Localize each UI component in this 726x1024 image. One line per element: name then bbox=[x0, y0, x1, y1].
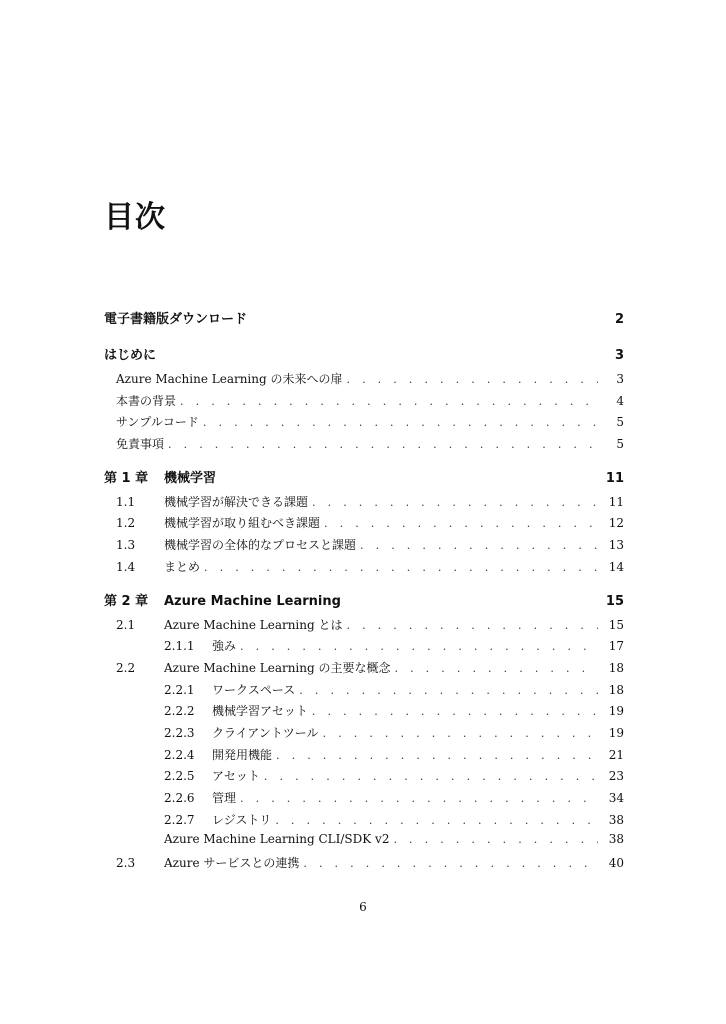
dot-leader bbox=[347, 619, 599, 632]
toc-page-number: 23 bbox=[608, 769, 624, 784]
page-title: 目次 bbox=[104, 200, 166, 235]
toc-page-number: 11 bbox=[608, 494, 624, 509]
section-number: 1.3 bbox=[116, 538, 136, 553]
toc-page-number: 5 bbox=[616, 415, 624, 430]
section-number: 2.2.6 bbox=[164, 791, 195, 805]
toc-page-number: 17 bbox=[608, 639, 624, 654]
table-of-contents bbox=[104, 308, 624, 876]
dot-leader bbox=[275, 814, 598, 827]
dot-leader bbox=[324, 517, 598, 530]
toc-entry-download[interactable] bbox=[104, 308, 624, 334]
toc-entry[interactable] bbox=[104, 435, 624, 457]
toc-entry-title: ワークスペース bbox=[212, 682, 296, 697]
toc-entry-title: アセット bbox=[212, 769, 260, 784]
dot-leader bbox=[168, 438, 598, 451]
toc-page-number: 38 bbox=[608, 812, 624, 827]
dot-leader bbox=[303, 857, 598, 870]
toc-entry-title: 機械学習 bbox=[164, 470, 217, 486]
toc-page-number: 34 bbox=[608, 791, 624, 805]
section-number: 2.2.5 bbox=[164, 769, 195, 784]
toc-entry-title: Azure Machine Learning の未来への扉 bbox=[116, 372, 343, 386]
toc-entry[interactable] bbox=[104, 493, 624, 515]
dot-leader bbox=[347, 373, 599, 386]
dot-leader bbox=[264, 770, 598, 783]
section-number: 1.4 bbox=[116, 559, 136, 574]
section-number: 2.2.7 bbox=[164, 812, 195, 827]
toc-entry[interactable] bbox=[104, 514, 624, 536]
section-number: 2.2.4 bbox=[164, 747, 195, 762]
toc-entry-title: Azure Machine Learning bbox=[164, 593, 341, 609]
toc-entry-title: 電子書籍版ダウンロード bbox=[104, 312, 248, 327]
toc-entry[interactable] bbox=[104, 558, 624, 580]
toc-entry[interactable] bbox=[104, 413, 624, 435]
toc-entry[interactable] bbox=[104, 811, 624, 833]
section-number: 2.2.2 bbox=[164, 704, 195, 719]
dot-leader bbox=[203, 416, 598, 429]
toc-page-number: 3 bbox=[616, 372, 624, 386]
dot-leader bbox=[204, 561, 598, 574]
section-number: 2.1 bbox=[116, 617, 136, 632]
toc-entry[interactable] bbox=[104, 681, 624, 703]
toc-page-number: 11 bbox=[605, 470, 624, 486]
toc-entry-title: サンプルコード bbox=[116, 415, 199, 430]
toc-entry-title: はじめに bbox=[104, 348, 157, 363]
toc-entry[interactable] bbox=[104, 536, 624, 558]
dot-leader bbox=[299, 684, 598, 697]
toc-entry[interactable] bbox=[104, 616, 624, 638]
toc-page-number: 18 bbox=[608, 682, 624, 697]
toc-page-number: 3 bbox=[614, 348, 624, 363]
toc-page-number: 14 bbox=[608, 559, 624, 574]
toc-entry-title: 機械学習アセット bbox=[212, 704, 308, 719]
toc-entry-title: Azure サービスとの連携 bbox=[164, 856, 300, 871]
toc-entry[interactable] bbox=[104, 702, 624, 724]
toc-entry-title: まとめ bbox=[164, 559, 201, 574]
dot-leader bbox=[312, 705, 598, 718]
dot-leader bbox=[360, 539, 598, 552]
toc-entry-title: レジストリ bbox=[212, 812, 272, 827]
toc-entry-title: 管理 bbox=[212, 791, 237, 805]
toc-entry[interactable] bbox=[104, 789, 624, 811]
toc-entry[interactable] bbox=[104, 637, 624, 659]
dot-leader bbox=[240, 792, 598, 805]
toc-page-number: 5 bbox=[616, 437, 624, 452]
toc-page-number: 19 bbox=[608, 704, 624, 719]
chapter-number: 第 2 章 bbox=[104, 593, 149, 609]
toc-entry[interactable] bbox=[104, 854, 624, 876]
toc-page-number: 19 bbox=[608, 725, 624, 740]
toc-page-number: 15 bbox=[608, 617, 624, 632]
section-number: 2.1.1 bbox=[164, 639, 195, 654]
toc-entry-title: 本書の背景 bbox=[116, 393, 177, 408]
toc-page-number: 40 bbox=[608, 856, 624, 871]
dot-leader bbox=[180, 395, 598, 408]
toc-page-number: 4 bbox=[616, 393, 624, 408]
section-number: 2.2.1 bbox=[164, 682, 195, 697]
toc-entry[interactable] bbox=[104, 746, 624, 768]
toc-entry-intro[interactable] bbox=[104, 344, 624, 370]
section-number: 1.1 bbox=[116, 494, 136, 509]
dot-leader bbox=[395, 662, 599, 675]
dot-leader bbox=[323, 727, 598, 740]
toc-page-number: 21 bbox=[608, 747, 624, 762]
toc-page-number: 13 bbox=[608, 538, 624, 553]
toc-entry[interactable] bbox=[104, 832, 624, 854]
page-number: 6 bbox=[359, 900, 367, 914]
toc-entry-title: Azure Machine Learning とは bbox=[164, 617, 343, 632]
toc-entry[interactable] bbox=[104, 392, 624, 414]
toc-page-number: 38 bbox=[608, 832, 624, 847]
section-number: 1.2 bbox=[116, 516, 136, 531]
toc-entry[interactable] bbox=[104, 370, 624, 392]
chapter-number: 第 1 章 bbox=[104, 470, 149, 486]
toc-entry-title: 機械学習の全体的なプロセスと課題 bbox=[164, 538, 357, 553]
toc-entry-title: 免責事項 bbox=[116, 437, 165, 452]
dot-leader bbox=[393, 833, 598, 846]
toc-entry-title: Azure Machine Learning CLI/SDK v2 bbox=[164, 832, 390, 847]
toc-entry-title: 開発用機能 bbox=[212, 747, 273, 762]
toc-entry-title: 機械学習が取り組むべき課題 bbox=[164, 516, 321, 531]
toc-page-number: 2 bbox=[614, 312, 624, 327]
toc-entry[interactable] bbox=[104, 659, 624, 681]
toc-page-number: 15 bbox=[605, 593, 624, 609]
section-number: 2.2 bbox=[116, 660, 136, 675]
dot-leader bbox=[276, 749, 598, 762]
toc-page-number: 12 bbox=[608, 516, 624, 531]
toc-page-number: 18 bbox=[608, 660, 624, 675]
dot-leader bbox=[240, 640, 598, 653]
section-number: 2.2.3 bbox=[164, 725, 195, 740]
toc-entry[interactable] bbox=[104, 767, 624, 789]
section-number: 2.3 bbox=[116, 856, 136, 871]
toc-chapter-1[interactable] bbox=[104, 467, 624, 493]
toc-entry-title: 強み bbox=[212, 639, 237, 654]
toc-entry-title: 機械学習が解決できる課題 bbox=[164, 494, 309, 509]
toc-entry-title: Azure Machine Learning の主要な概念 bbox=[164, 660, 391, 675]
toc-entry-title: クライアントツール bbox=[212, 725, 319, 740]
dot-leader bbox=[312, 496, 598, 509]
toc-chapter-2[interactable] bbox=[104, 590, 624, 616]
toc-entry[interactable] bbox=[104, 724, 624, 746]
